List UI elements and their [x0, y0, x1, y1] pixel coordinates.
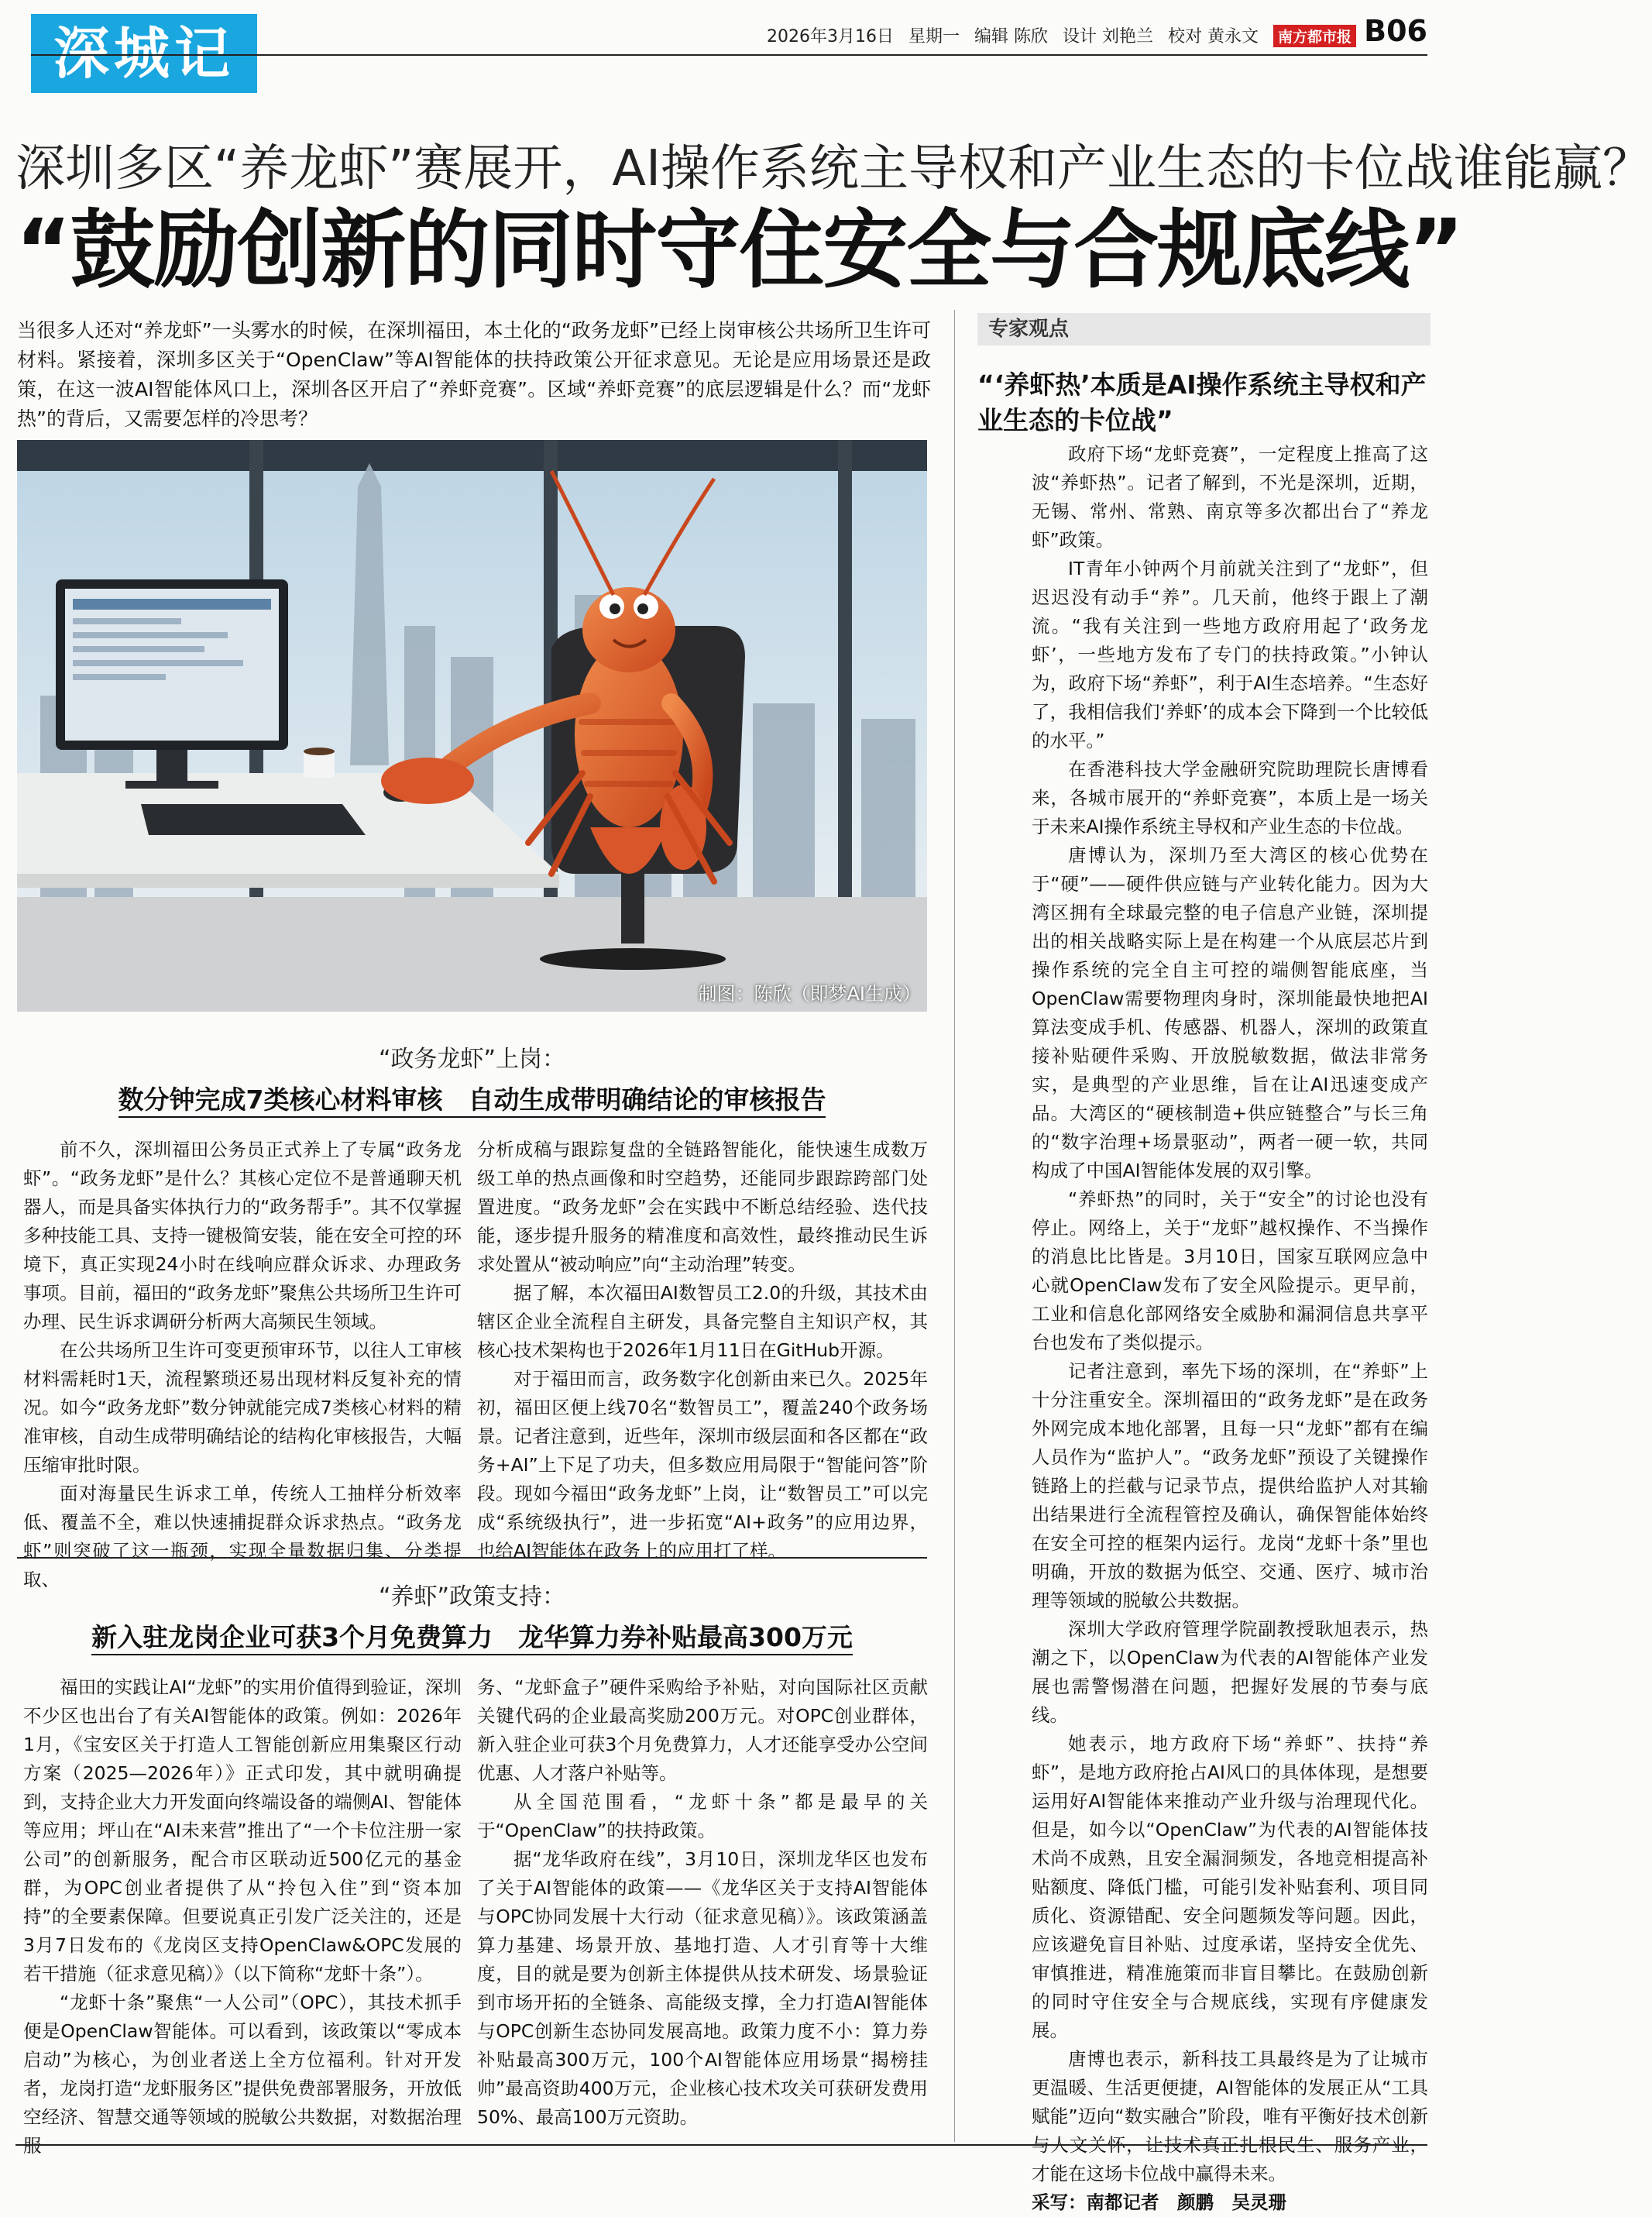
- newspaper-logo: 南方都市报: [1273, 25, 1356, 47]
- paragraph: IT青年小钟两个月前就关注到了“龙虾”，但迟迟没有动手“养”。几天前，他终于跟上了潮流。“我有关注到一些地方政府用起了‘政务龙虾’，一些地方发布了专门的扶持政策。”小钟认为，政府下场“养虾”，利于AI生态培养。“生态好了，我相信我们‘养虾’的成本会下降到一个比较低的水平。”: [1032, 558, 1428, 751]
- reporter-byline: 采写：南都记者 颜鹏 吴灵珊: [1032, 2191, 1286, 2213]
- issue-date: 2026年3月16日: [766, 27, 894, 46]
- article-headline: “鼓励创新的同时守住安全与合规底线”: [15, 201, 1463, 300]
- section1-title-text: 数分钟完成7类核心材料审核 自动生成带明确结论的审核报告: [118, 1084, 826, 1118]
- section2-column-left: [23, 1673, 462, 2160]
- paragraph: 政府下场“龙虾竞赛”，一定程度上推高了这波“养虾热”。记者了解到，不光是深圳，近期，无锡、常州、常熟、南京等多次都出台了“养龙虾”政策。: [1032, 443, 1428, 551]
- expert-view-tag: 专家观点: [977, 313, 1430, 345]
- paragraph: 据“龙华政府在线”，3月10日，深圳龙华区也发布了关于AI智能体的政策——《龙华区关于支持AI智能体与OPC协同发展十大行动（征求意见稿）》。该政策涵盖算力基建、场景开放、基地打造、人才引育等十大维度，目的就是要为创新主体提供从技术研发、场景验证到市场开拓的全链条、高能级支撑，全力打造AI智能体与OPC创新生态协同发展高地。政策力度不小：算力券补贴最高300万元，100个AI智能体应用场景“揭榜挂帅”最高资助400万元，企业核心技术攻关可获研发费用50%、最高100万元资助。: [477, 1848, 928, 2128]
- page-number: B06: [1364, 14, 1427, 48]
- illustration-svg: [17, 440, 927, 1012]
- paragraph: 在公共场所卫生许可变更预审环节，以往人工审核材料需耗时1天，流程繁琐还易出现材料反复补充的情况。如今“政务龙虾”数分钟就能完成7类核心材料的精准审核，自动生成带明确结论的结构化审核报告，大幅压缩审批时限。: [23, 1339, 462, 1476]
- article-lead: 当很多人还对“养龙虾”一头雾水的时候，在深圳福田，本土化的“政务龙虾”已经上岗审核公共场所卫生许可材料。紧接着，深圳多区关于“OpenClaw”等AI智能体的扶持政策公开征求意见。无论是应用场景还是政策，在这一波AI智能体风口上，深圳各区开启了“养虾竞赛”。区域“养虾竞赛”的底层逻辑是什么？而“龙虾热”的背后，又需要怎样的冷思考？: [17, 319, 931, 430]
- section2-column-right: [477, 1673, 928, 2132]
- lobster-office-illustration: [17, 440, 927, 1012]
- paragraph: 从全国范围看，“龙虾十条”都是最早的关于“OpenClaw”的扶持政策。: [477, 1791, 928, 1841]
- column-rule: [954, 310, 955, 2142]
- paragraph: 福田的实践让AI“龙虾”的实用价值得到验证，深圳不少区也出台了有关AI智能体的政策。例如：2026年1月，《宝安区关于打造人工智能创新应用集聚区行动方案（2025—2026年）》正式印发，其中就明确提到，支持企业大力开发面向终端设备的端侧AI、智能体等应用；坪山在“AI未来营”推出了“一个卡位注册一家公司”的创新服务，配合市区联动近500亿元的基金群，为OPC创业者提供了从“拎包入住”到“资本加持”的全要素保障。但要说真正引发广泛关注的，还是3月7日发布的《龙岗区支持OpenClaw&OPC发展的若干措施（征求意见稿）》（以下简称“龙虾十条”）。: [23, 1676, 462, 1985]
- editor-credit: 编辑 陈欣: [974, 27, 1048, 46]
- section1-column-left: [23, 1136, 462, 1594]
- paragraph: “龙虾十条”聚焦“一人公司”（OPC），其技术抓手便是OpenClaw智能体。可以看到，该政策以“零成本启动”为核心，为创业者送上全方位福利。针对开发者，龙岗打造“龙虾服务区”提供免费部署服务，开放低空经济、智慧交通等领域的脱敏公共数据，对数据治理服: [23, 1992, 462, 2157]
- paragraph: “养虾热”的同时，关于“安全”的讨论也没有停止。网络上，关于“龙虾”越权操作、不当操作的消息比比皆是。3月10日，国家互联网应急中心就OpenClaw发布了安全风险提示。更早前，工业和信息化部网络安全威胁和漏洞信息共享平台也发布了类似提示。: [1032, 1188, 1428, 1353]
- article-subtitle: 深圳多区“养龙虾”赛展开，AI操作系统主导权和产业生态的卡位战谁能赢？: [15, 140, 1652, 198]
- header-rule: [31, 54, 1427, 56]
- designer-credit: 设计 刘艳兰: [1062, 27, 1153, 46]
- photo-credit: 制图：陈欣（即梦AI生成）: [698, 983, 921, 1005]
- paragraph: 她表示，地方政府下场“养虾”、扶持“养虾”，是地方政府抢占AI风口的具体体现，是想要运用好AI智能体来推动产业升级与治理现代化。但是，如今以“OpenClaw”为代表的AI智能体技术尚不成熟，且安全漏洞频发，各地竞相提高补贴额度、降低门槛，可能引发补贴套利、项目同质化、资源错配、安全问题频发等问题。因此，应该避免盲目补贴、过度承诺，坚持安全优先、审慎推进，精准施策而非盲目攀比。在鼓励创新的同时守住安全与合规底线，实现有序健康发展。: [1032, 1733, 1428, 2041]
- paragraph: 唐博也表示，新科技工具最终是为了让城市更温暖、生活更便捷，AI智能体的发展正从“工具赋能”迈向“数实融合”阶段，唯有平衡好技术创新与人文关怀，让技术真正扎根民生、服务产业，才能在这场卡位战中赢得未来。: [1032, 2048, 1428, 2184]
- issue-weekday: 星期一: [908, 27, 960, 46]
- expert-view-title: “‘养虾热’本质是AI操作系统主导权和产业生态的卡位战”: [977, 370, 1427, 435]
- section2-title: [17, 1617, 927, 1654]
- section2-title-text: 新入驻龙岗企业可获3个月免费算力 龙华算力券补贴最高300万元: [91, 1622, 853, 1655]
- paragraph: 对于福田而言，政务数字化创新由来已久。2025年初，福田区便上线70名“数智员工”，覆盖240个政务场景。记者注意到，近些年，深圳市级层面和各区都在“政务+AI”上下足了功夫，但多数应用局限于“智能问答”阶段。现如今福田“政务龙虾”上岗，让“数智员工”可以完成“系统级执行”，进一步拓宽“AI+政务”的应用边界，也给AI智能体在政务上的应用打了样。: [477, 1368, 928, 1562]
- section1-kicker: “政务龙虾”上岗：: [378, 1046, 566, 1073]
- section-divider: [17, 1557, 927, 1559]
- paragraph: 在香港科技大学金融研究院助理院长唐博看来，各城市展开的“养虾竞赛”，本质上是一场关于未来AI操作系统主导权和产业生态的卡位战。: [1032, 758, 1428, 837]
- proofreader-credit: 校对 黄永文: [1167, 27, 1259, 46]
- section1-column-right: [477, 1136, 928, 1566]
- section1-title: [17, 1080, 927, 1116]
- paragraph: 深圳大学政府管理学院副教授耿旭表示，热潮之下，以OpenClaw为代表的AI智能体产业发展也需警惕潜在问题，把握好发展的节奏与底线。: [1032, 1618, 1428, 1726]
- paragraph: 记者注意到，率先下场的深圳，在“养虾”上十分注重安全。深圳福田的“政务龙虾”是在政务外网完成本地化部署，且每一只“龙虾”都有在编人员作为“监护人”。“政务龙虾”预设了关键操作链路上的拦截与记录节点，提供给监护人对其输出结果进行全流程管控及确认，确保智能体始终在安全可控的框架内运行。龙岗“龙虾十条”里也明确，开放的数据为低空、交通、医疗、城市治理等领域的脱敏公共数据。: [1032, 1360, 1428, 1611]
- paragraph: 分析成稿与跟踪复盘的全链路智能化，能快速生成数万级工单的热点画像和时空趋势，还能同步跟踪跨部门处置进度。“政务龙虾”会在实践中不断总结经验、迭代技能，逐步提升服务的精准度和高效性，最终推动民生诉求处置从“被动响应”向“主动治理”转变。: [477, 1139, 928, 1275]
- footer-rule: [15, 2144, 1427, 2146]
- paragraph: 唐博认为，深圳乃至大湾区的核心优势在于“硬”——硬件供应链与产业转化能力。因为大湾区拥有全球最完整的电子信息产业链，深圳提出的相关战略实际上是在构建一个从底层芯片到操作系统的完全自主可控的端侧智能底座，当OpenClaw需要物理肉身时，深圳能最快地把AI算法变成手机、传感器、机器人，深圳的政策直接补贴硬件采购、开放脱敏数据，做法非常务实，是典型的产业思维，旨在让AI迅速变成产品。大湾区的“硬核制造+供应链整合”与长三角的“数字治理+场景驱动”，两者一硬一软，共同构成了中国AI智能体发展的双引擎。: [1032, 844, 1428, 1181]
- paragraph: 面对海量民生诉求工单，传统人工抽样分析效率低、覆盖不全，难以快速捕捉群众诉求热点。“政务龙虾”则突破了这一瓶颈，实现全量数据归集、分类提取、: [23, 1483, 462, 1590]
- expert-view-body: [1032, 440, 1428, 2217]
- paragraph: 务、“龙虾盒子”硬件采购给予补贴，对向国际社区贡献关键代码的企业最高奖励200万元。对OPC创业群体，新入驻企业可获3个月免费算力，人才还能享受办公空间优惠、人才落户补贴等。: [477, 1676, 928, 1784]
- masthead-info: [757, 23, 1356, 47]
- paragraph: 据了解，本次福田AI数智员工2.0的升级，其技术由辖区企业全流程自主研发，具备完整自主知识产权，其核心技术架构也于2026年1月11日在GitHub开源。: [477, 1282, 928, 1361]
- section-title: 深城记: [31, 14, 257, 93]
- paragraph: 前不久，深圳福田公务员正式养上了专属“政务龙虾”。“政务龙虾”是什么？其核心定位不是普通聊天机器人，而是具备实体执行力的“政务帮手”。其不仅掌握多种技能工具、支持一键极简安装，能在安全可控的环境下，真正实现24小时在线响应群众诉求、办理政务事项。目前，福田的“政务龙虾”聚焦公共场所卫生许可办理、民生诉求调研分析两大高频民生领域。: [23, 1139, 462, 1332]
- section2-kicker: “养虾”政策支持：: [378, 1583, 566, 1610]
